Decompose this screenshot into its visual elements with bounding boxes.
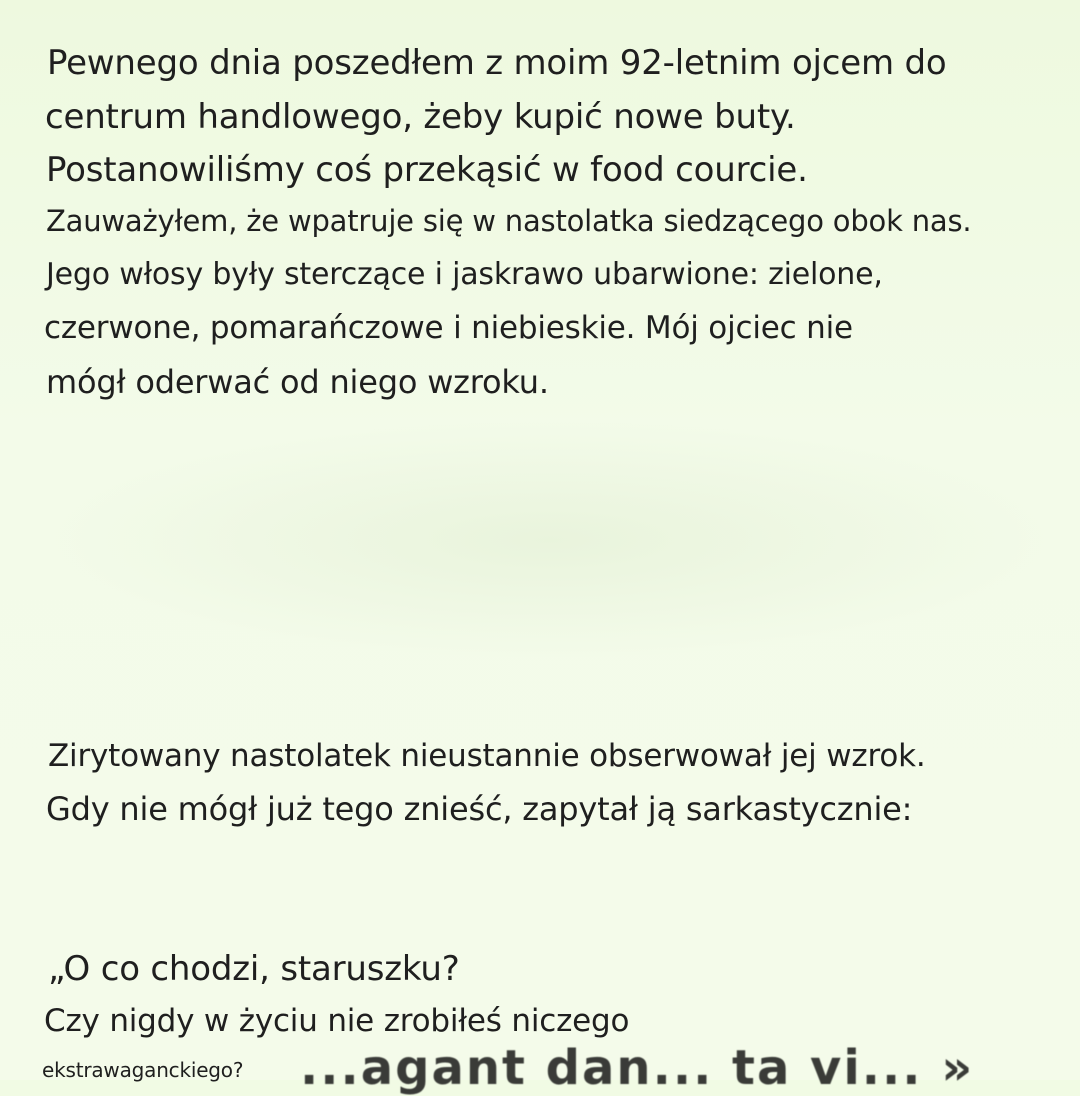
paragraph-2-line-1: Zirytowany nastolatek nieustannie obserwował jej wzrok. xyxy=(48,738,926,774)
erased-text-area xyxy=(40,420,1060,660)
paragraph-1-line-2: centrum handlowego, żeby kupić nowe buty. xyxy=(45,97,796,137)
paragraph-2-line-2: Gdy nie mógł już tego znieść, zapytał ją sarkastycznie: xyxy=(46,790,913,828)
paragraph-1-line-6: czerwone, pomarańczowe i niebieskie. Mój ojciec nie xyxy=(44,310,853,346)
paragraph-1-line-7: mógł oderwać od niego wzroku. xyxy=(46,363,549,401)
quote-line-2: Czy nigdy w życiu nie zrobiłeś niczego xyxy=(44,1003,630,1039)
paragraph-1-line-4: Zauważyłem, że wpatruje się w nastolatka siedzącego obok nas. xyxy=(46,204,972,238)
quote-line-1: „O co chodzi, staruszku? xyxy=(48,949,460,989)
paragraph-1-line-3: Postanowiliśmy coś przekąsić w food courcie. xyxy=(46,150,808,190)
quote-line-3: ekstrawaganckiego? xyxy=(42,1058,244,1082)
background-bleed-text: ...agant dan... ta vi... » xyxy=(300,1040,975,1096)
paragraph-1-line-1: Pewnego dnia poszedłem z moim 92-letnim ojcem do xyxy=(47,43,947,83)
paragraph-1-line-5: Jego włosy były sterczące i jaskrawo ubarwione: zielone, xyxy=(46,257,883,292)
